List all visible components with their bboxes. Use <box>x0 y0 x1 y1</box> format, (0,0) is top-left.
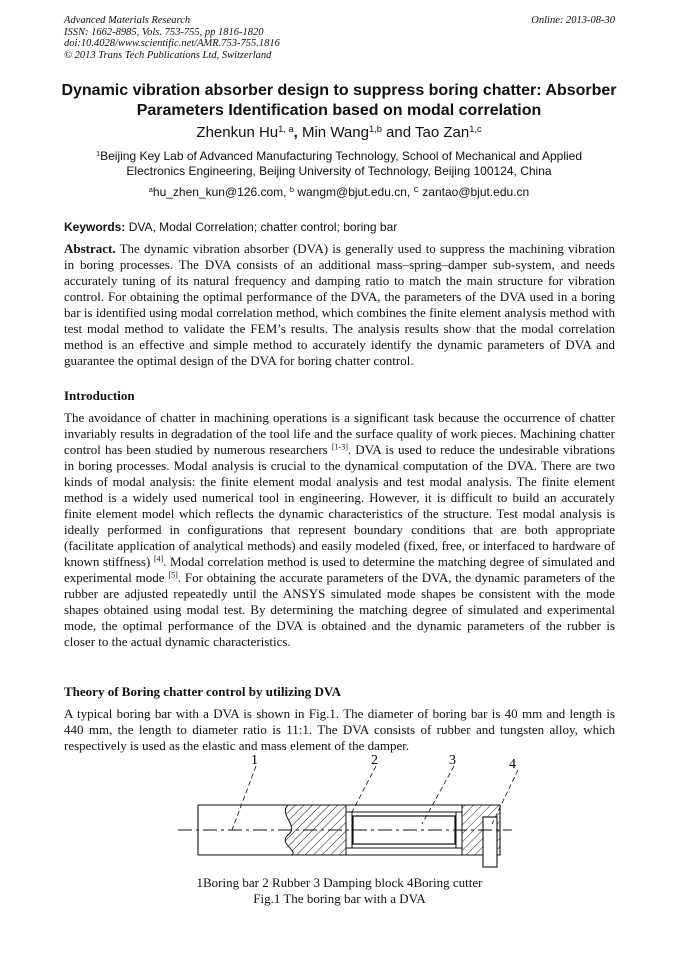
copyright-line: © 2013 Trans Tech Publications Ltd, Switzerland <box>64 49 272 61</box>
author-1: Zhenkun Hu <box>196 124 279 141</box>
figure-label-4: 4 <box>509 757 516 772</box>
theory-heading: Theory of Boring chatter control by utilizing DVA <box>64 684 341 699</box>
author-2-affil: 1,b <box>368 123 382 134</box>
journal-header <box>64 15 280 61</box>
author-2: Min Wang <box>301 124 369 141</box>
ref-5: [5] <box>168 570 178 580</box>
email-list <box>40 185 638 200</box>
keywords-text: DVA, Modal Correlation; chatter control; boring bar <box>125 220 398 234</box>
email-b-marker: b <box>289 184 294 194</box>
theory-paragraph: A typical boring bar with a DVA is shown in Fig.1. The diameter of boring bar is 40 mm and length is 440 mm, the length to diameter ratio is 11:1. The DVA consists of rubber and tungsten alloy, which respectively is used as the elastic and mass element of the damper. <box>64 706 615 753</box>
issn-line: ISSN: 1662-8985, Vols. 753-755, pp 1816-1820 <box>64 26 264 38</box>
author-1-affil: 1, a <box>278 123 294 134</box>
affiliation-line-1: Beijing Key Lab of Advanced Manufacturing Technology, School of Mechanical and Applied <box>100 149 583 163</box>
author-separator-2: and <box>381 124 415 141</box>
figure-legend: 1Boring bar 2 Rubber 3 Damping block 4Boring cutter <box>196 875 483 890</box>
email-c[interactable]: zantao@bjut.edu.cn <box>418 185 530 199</box>
abstract-text: The dynamic vibration absorber (DVA) is generally used to suppress the machining vibration in boring processes. The DVA consists of an additional mass–spring–damper sub-system, and needs accurately tuning of its natural frequency and damping ratio to match the main structure for vibration control. For obtaining the optimal performance of the DVA, the parameters of the DVA used in a boring bar is identified using modal correlation method, which combines the finite element analysis method with test modal method to validate the FEM’s results. The analysis results show that the modal correlation method is an effective and simple method to accurately identify the dynamic parameters of DVA and guarantee the optimal design of the DVA for boring chatter control. <box>64 241 615 368</box>
title-line-2: Parameters Identification based on modal correlation <box>136 102 542 119</box>
intro-text-3: . Modal correlation method is used to determine the matching degree of simulated and experimental mode <box>64 554 616 585</box>
title-line-1: Dynamic vibration absorber design to suppress boring chatter: Absorber <box>61 82 617 99</box>
email-b[interactable]: wangm@bjut.edu.cn, <box>294 185 414 199</box>
intro-text-4: . For obtaining the accurate parameters of the DVA, the dynamic parameters of the rubber are adjusted repeatedly until the ANSYS simulated mode shapes be consistent with the mode shapes obtained using modal test. By determining the matching degree of simulated and experimental mode, the optimal performance of the DVA is obtained and the dynamic parameters of the rubber is closer to the actual dynamic characteristics. <box>64 570 615 649</box>
keywords-label: Keywords: <box>64 220 126 234</box>
author-3: Tao Zan <box>414 124 470 141</box>
introduction-heading: Introduction <box>64 388 135 403</box>
figure-label-2: 2 <box>371 753 378 768</box>
affiliation-line-2: Electronics Engineering, Beijing University of Technology, Beijing 100124, China <box>126 164 552 178</box>
figure-caption: Fig.1 The boring bar with a DVA <box>253 891 426 906</box>
doi-line: doi:10.4028/www.scientific.net/AMR.753-755.1816 <box>64 38 280 49</box>
ref-1-3: [1-3] <box>331 442 348 452</box>
author-3-affil: 1,c <box>469 123 482 134</box>
email-c-marker: C <box>413 184 419 194</box>
online-date: Online: 2013-08-30 <box>531 15 615 26</box>
boring-cutter <box>483 817 497 867</box>
abstract <box>64 241 615 369</box>
author-list <box>40 124 638 142</box>
paper-title <box>40 81 638 121</box>
boring-bar-figure <box>170 752 520 874</box>
leader-line-2 <box>350 766 376 816</box>
abstract-label: Abstract. <box>64 241 116 256</box>
figure-label-3: 3 <box>449 753 456 768</box>
author-separator-1: , <box>293 124 302 141</box>
intro-text-2: . DVA is used to reduce the undesirable vibrations in boring processes. Modal analysis is crucial to the dynamical computation of the DVA. There are two kinds of modal analysis: the finite element modal analysis and test modal analysis. The finite element method is a widely used numerical tool in engineering. However, it is difficult to build an accurately finite element model which reflects the dynamic characteristics of the structure. Test modal analysis is ideally performed in configurations that represent boundary conditions that are both appropriate (facilitate application of analytical methods) and easily modeled (fixed, free, or interfaced to hardware of known stiffness) <box>64 442 615 569</box>
affiliation-marker: 1 <box>95 148 101 158</box>
intro-text-1: The avoidance of chatter in machining operations is a significant task because the occurrence of chatter invariably results in degradation of the tool life and the surface quality of work pieces. Machining chatter control has been studied by numerous researchers <box>64 410 615 457</box>
leader-line-4 <box>492 770 518 824</box>
keywords <box>64 220 616 235</box>
figure-label-1: 1 <box>251 753 258 768</box>
ref-4: [4] <box>153 554 164 564</box>
email-a-marker: a <box>148 184 153 194</box>
email-a[interactable]: hu_zhen_kun@126.com, <box>152 185 290 199</box>
journal-name: Advanced Materials Research <box>64 15 191 26</box>
introduction-paragraph <box>64 410 615 650</box>
affiliation <box>60 149 618 179</box>
leader-line-1 <box>232 766 256 830</box>
